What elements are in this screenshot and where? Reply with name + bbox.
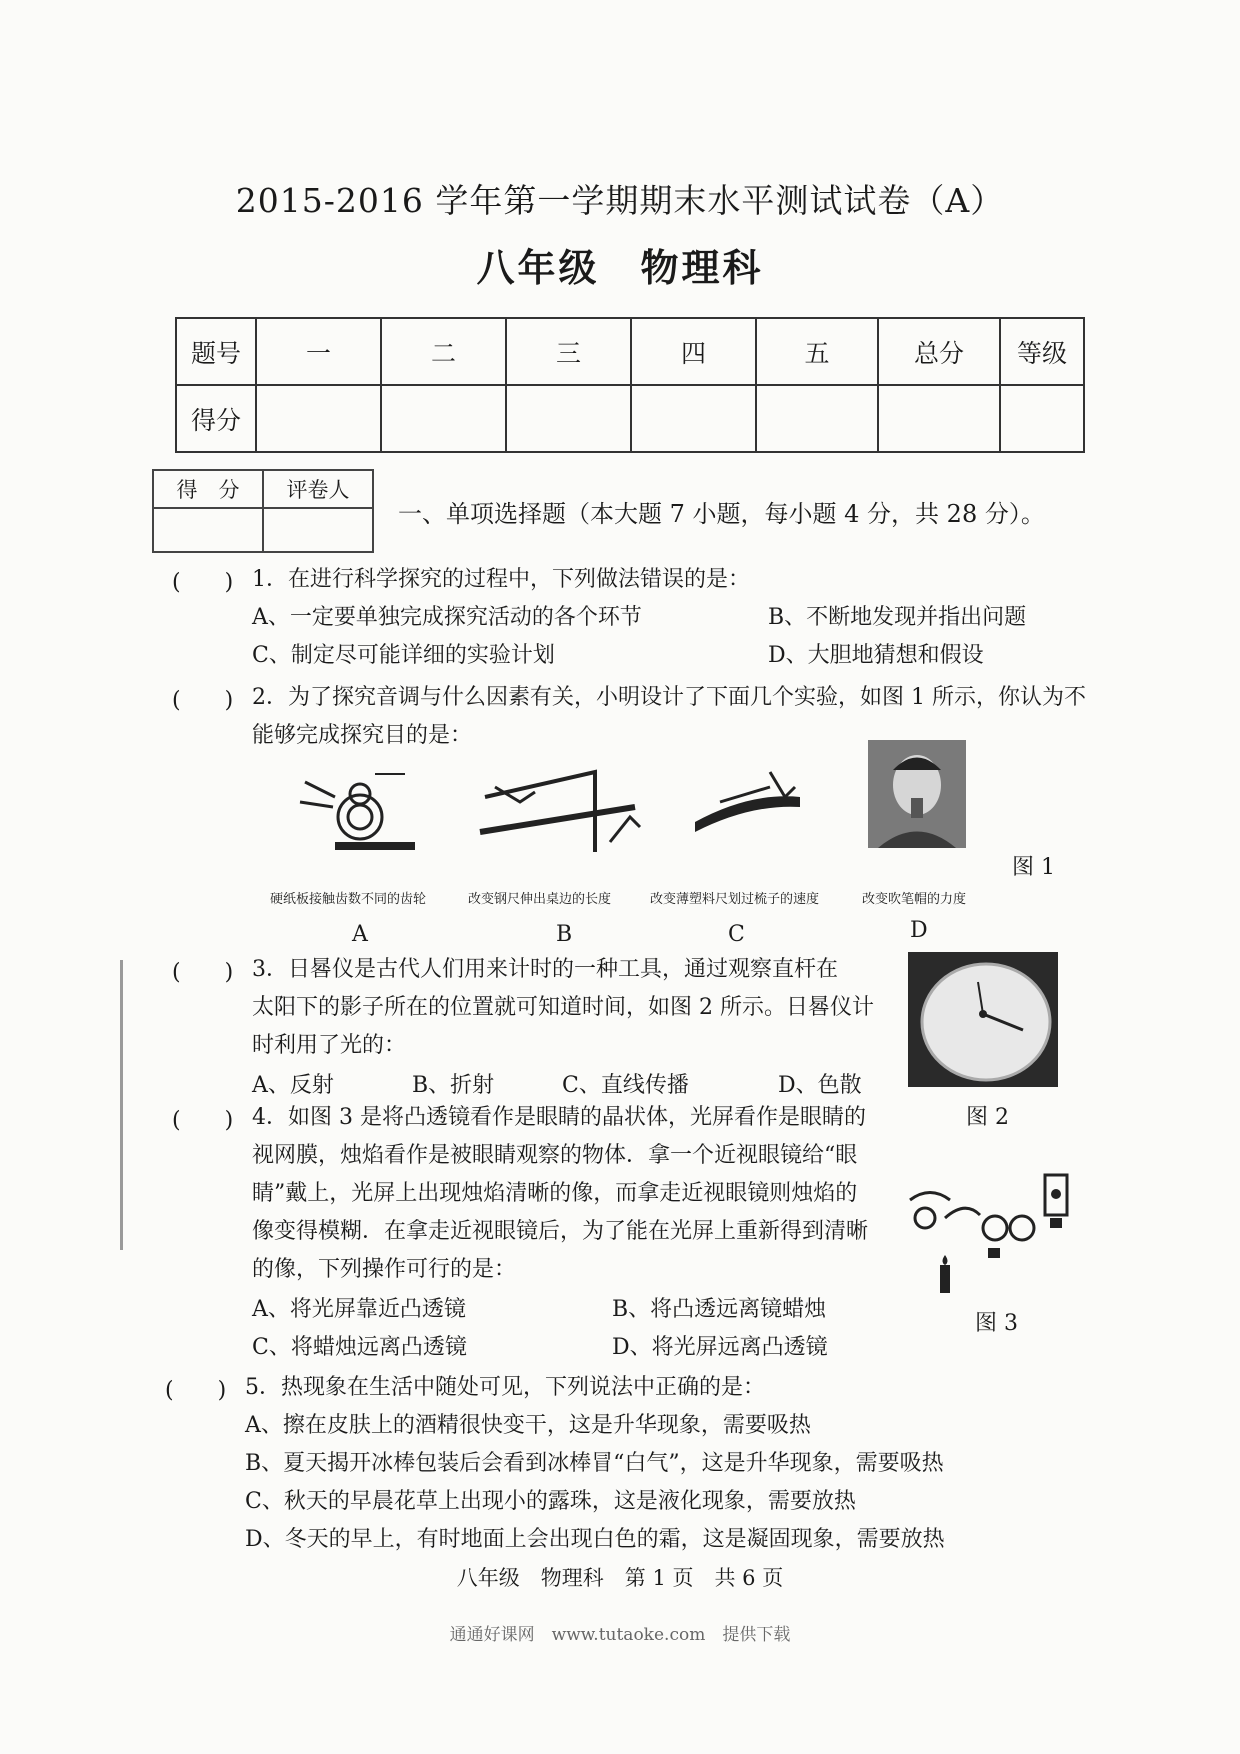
score-row-label: 得分 <box>176 385 256 452</box>
score-value-row <box>176 385 1084 452</box>
ruler-experiment-illustration <box>475 762 645 857</box>
score-header-cell: 题号 <box>176 318 256 385</box>
figure-2-label: 图 2 <box>966 1105 1009 1130</box>
answer-blank[interactable]: ( ) <box>172 960 234 985</box>
figure-1-letter-c: C <box>728 922 745 947</box>
score-entry-cell[interactable] <box>506 385 631 452</box>
q3-option-b: B、折射 <box>412 1073 495 1098</box>
answer-blank[interactable]: ( ) <box>172 1108 234 1133</box>
question-2-stem-line1: 2．为了探究音调与什么因素有关，小明设计了下面几个实验，如图 1 所示，你认为不 <box>252 685 1086 710</box>
q1-option-b: B、不断地发现并指出问题 <box>768 605 1027 630</box>
q4-option-d: D、将光屏远离凸透镜 <box>612 1335 828 1360</box>
grader-name-label: 评卷人 <box>263 470 373 508</box>
q5-option-a: A、擦在皮肤上的酒精很快变干，这是升华现象，需要吸热 <box>245 1413 811 1438</box>
question-3-stem-line2: 太阳下的影子所在的位置就可知道时间，如图 2 所示。日晷仪计 <box>252 995 874 1020</box>
page-footer: 八年级 物理科 第 1 页 共 6 页 <box>456 1566 784 1590</box>
figure-1-caption-d: 改变吹笔帽的力度 <box>862 892 967 907</box>
figure-1-label: 图 1 <box>1012 855 1055 880</box>
question-2-stem-line2: 能够完成探究目的是： <box>252 723 473 748</box>
question-5-stem: 5．热现象在生活中随处可见，下列说法中正确的是： <box>245 1375 765 1400</box>
score-entry-cell[interactable] <box>756 385 878 452</box>
exam-subtitle: 八年级 物理科 <box>476 245 764 290</box>
section-heading: 一、单项选择题（本大题 7 小题，每小题 4 分，共 28 分）。 <box>398 500 1045 528</box>
score-header-cell: 一 <box>256 318 381 385</box>
score-entry-cell[interactable] <box>631 385 756 452</box>
score-entry-cell[interactable] <box>381 385 506 452</box>
answer-blank[interactable]: ( ) <box>172 688 234 713</box>
q5-option-b: B、夏天揭开冰棒包装后会看到冰棒冒“白气”，这是升华现象，需要吸热 <box>245 1451 944 1476</box>
exam-title: 2015-2016 学年第一学期期末水平测试试卷（A） <box>235 181 1005 220</box>
boy-blowing-cap-photo <box>868 740 966 848</box>
figure-1-letter-b: B <box>556 922 573 947</box>
question-3-stem-line1: 3．日晷仪是古代人们用来计时的一种工具，通过观察直杆在 <box>252 957 838 982</box>
q3-option-d: D、色散 <box>778 1073 862 1098</box>
q4-option-a: A、将光屏靠近凸透镜 <box>252 1297 466 1322</box>
score-header-cell: 总分 <box>878 318 1000 385</box>
q5-option-c: C、秋天的早晨花草上出现小的露珠，这是液化现象，需要放热 <box>245 1489 856 1514</box>
score-header-cell: 五 <box>756 318 878 385</box>
figure-1-caption-c: 改变薄塑料尺划过梳子的速度 <box>650 892 820 907</box>
question-4-stem-line4: 像变得模糊．在拿走近视眼镜后，为了能在光屏上重新得到清晰 <box>252 1219 869 1244</box>
question-4-stem-line5: 的像，下列操作可行的是： <box>252 1257 517 1282</box>
score-table <box>175 317 1085 453</box>
q5-option-d: D、冬天的早上，有时地面上会出现白色的霜，这是凝固现象，需要放热 <box>245 1527 945 1552</box>
q4-option-c: C、将蜡烛远离凸透镜 <box>252 1335 467 1360</box>
figure-1-letter-a: A <box>352 922 368 947</box>
score-header-row <box>176 318 1084 385</box>
score-header-cell: 二 <box>381 318 506 385</box>
grader-score-cell[interactable] <box>153 508 263 552</box>
score-header-cell: 等级 <box>1000 318 1084 385</box>
grader-box <box>152 469 374 553</box>
sundial-photo <box>908 952 1058 1087</box>
score-entry-cell[interactable] <box>1000 385 1084 452</box>
figure-3-label: 图 3 <box>975 1311 1018 1336</box>
score-header-cell: 四 <box>631 318 756 385</box>
q3-option-a: A、反射 <box>252 1073 334 1098</box>
figure-1-letter-d: D <box>910 918 928 943</box>
question-4-stem-line3: 睛”戴上，光屏上出现烛焰清晰的像，而拿走近视眼镜则烛焰的 <box>252 1181 858 1206</box>
lens-candle-screen-illustration <box>900 1170 1080 1300</box>
q1-option-c: C、制定尽可能详细的实验计划 <box>252 643 555 668</box>
question-1-stem: 1．在进行科学探究的过程中，下列做法错误的是： <box>252 567 750 592</box>
watermark-text: 通通好课网 www.tutaoke.com 提供下载 <box>449 1625 791 1645</box>
question-3-stem-line3: 时利用了光的： <box>252 1033 407 1058</box>
figure-1-caption-b: 改变钢尺伸出桌边的长度 <box>468 892 612 907</box>
q1-option-a: A、一定要单独完成探究活动的各个环节 <box>252 605 642 630</box>
grader-name-cell[interactable] <box>263 508 373 552</box>
figure-1-caption-a: 硬纸板接触齿数不同的齿轮 <box>270 892 427 907</box>
grader-score-label: 得 分 <box>153 470 263 508</box>
q1-option-d: D、大胆地猜想和假设 <box>768 643 984 668</box>
answer-blank[interactable]: ( ) <box>172 570 234 595</box>
score-entry-cell[interactable] <box>256 385 381 452</box>
score-header-cell: 三 <box>506 318 631 385</box>
answer-blank[interactable]: ( ) <box>165 1378 227 1403</box>
q4-option-b: B、将凸透远离镜蜡烛 <box>612 1297 827 1322</box>
question-4-stem-line2: 视网膜，烛焰看作是被眼睛观察的物体．拿一个近视眼镜给“眼 <box>252 1143 858 1168</box>
comb-experiment-illustration <box>690 762 820 842</box>
score-entry-cell[interactable] <box>878 385 1000 452</box>
scan-margin-line <box>120 960 123 1250</box>
gear-experiment-illustration <box>295 762 425 862</box>
question-4-stem-line1: 4．如图 3 是将凸透镜看作是眼睛的晶状体，光屏看作是眼睛的 <box>252 1105 866 1130</box>
q3-option-c: C、直线传播 <box>562 1073 689 1098</box>
